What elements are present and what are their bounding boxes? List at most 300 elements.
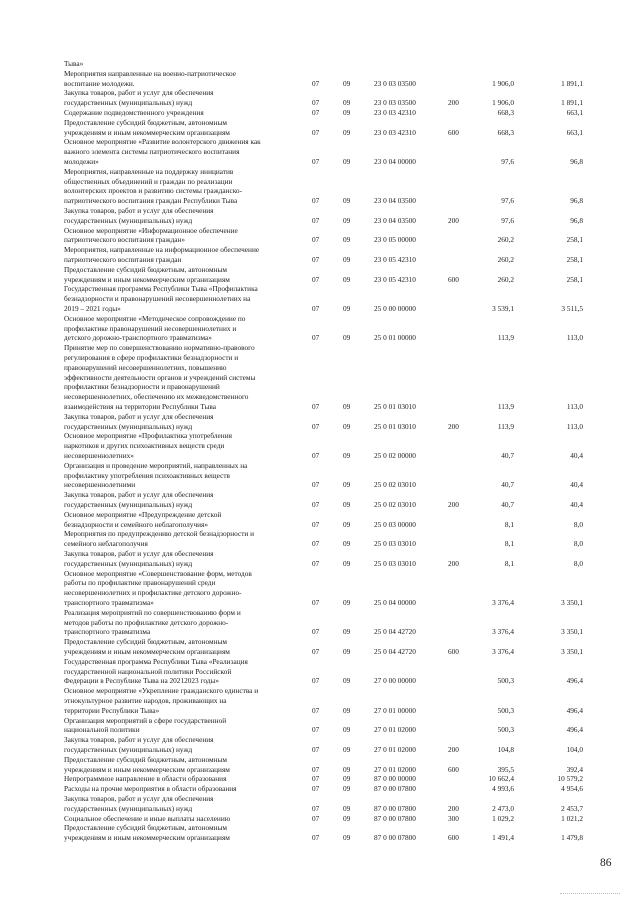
subsection-code: 09 <box>343 157 351 166</box>
row-description: этнокультурное развитие народов, проживающих на <box>64 696 227 705</box>
section-code: 07 <box>312 98 320 108</box>
row-description: Предоставление субсидий бюджетным, автономным <box>64 637 228 647</box>
row-description: транспортного травматизма» <box>64 598 154 607</box>
table-row <box>0 245 639 254</box>
target-article-code: 27 0 01 02000 <box>374 764 416 774</box>
expense-type-code: 200 <box>448 215 459 225</box>
target-article-code: 25 0 02 03010 <box>374 480 416 490</box>
section-code: 07 <box>312 784 320 794</box>
row-description: государственных (муниципальных) нужд <box>64 98 193 108</box>
table-row <box>0 79 639 88</box>
subsection-code: 09 <box>343 274 351 284</box>
row-description: Закупка товаров, работ и услуг для обеспечения <box>64 549 214 558</box>
row-description: Принятие мер по совершенствованию нормативно-правового <box>64 343 255 353</box>
table-row <box>0 755 639 764</box>
table-row <box>0 226 639 235</box>
target-article-code: 27 0 00 00000 <box>374 676 416 686</box>
target-article-code: 25 0 03 03010 <box>374 539 416 549</box>
target-article-code: 25 0 02 03010 <box>374 500 416 509</box>
amount-executed: 113,0 <box>566 402 583 411</box>
table-row <box>0 108 639 117</box>
subsection-code: 09 <box>343 255 351 264</box>
table-row <box>0 578 639 587</box>
subsection-code: 09 <box>343 803 351 813</box>
amount-planned: 8,1 <box>504 519 514 529</box>
amount-executed: 4 954,6 <box>561 784 583 794</box>
target-article-code: 27 0 01 00000 <box>374 705 416 715</box>
subsection-code: 09 <box>343 451 351 460</box>
expense-type-code: 200 <box>448 745 459 754</box>
section-code: 07 <box>312 274 320 284</box>
table-row <box>0 265 639 274</box>
table-row <box>0 314 639 323</box>
table-row <box>0 627 639 636</box>
row-description: Мероприятия, направленные на поддержку инициатив <box>64 166 234 176</box>
table-row <box>0 137 639 146</box>
expense-type-code: 600 <box>448 647 459 656</box>
section-code: 07 <box>312 421 320 431</box>
subsection-code: 09 <box>343 108 351 117</box>
table-row <box>0 206 639 215</box>
table-row <box>0 216 639 225</box>
subsection-code: 09 <box>343 539 351 549</box>
row-description: воспитание молодежи. <box>64 78 135 88</box>
amount-planned: 500,3 <box>497 725 514 735</box>
amount-planned: 1 906,0 <box>492 98 514 108</box>
amount-planned: 113,9 <box>497 402 514 411</box>
row-description: Тыва» <box>64 59 84 68</box>
amount-planned: 2 473,0 <box>492 803 514 813</box>
table-row <box>0 480 639 489</box>
subsection-code: 09 <box>343 627 351 637</box>
section-code: 07 <box>312 764 320 774</box>
table-row <box>0 128 639 137</box>
amount-executed: 3 350,1 <box>561 627 583 637</box>
subsection-code: 09 <box>343 98 351 108</box>
row-description: транспортного травматизма <box>64 627 151 637</box>
table-row <box>0 520 639 529</box>
table-row <box>0 745 639 754</box>
section-code: 07 <box>312 725 320 735</box>
row-description: государственной национальной политики Российской <box>64 666 232 676</box>
amount-planned: 3 376,4 <box>492 627 514 637</box>
table-row <box>0 500 639 509</box>
table-row <box>0 382 639 391</box>
table-row <box>0 784 639 793</box>
subsection-code: 09 <box>343 500 351 509</box>
section-code: 07 <box>312 500 320 509</box>
expense-type-code: 300 <box>448 813 459 823</box>
amount-planned: 260,2 <box>497 274 514 284</box>
amount-executed: 104,0 <box>566 745 583 754</box>
table-row <box>0 177 639 186</box>
amount-executed: 258,1 <box>566 235 583 245</box>
table-row <box>0 725 639 734</box>
table-row <box>0 510 639 519</box>
amount-executed: 96,8 <box>570 196 583 206</box>
amount-planned: 97,6 <box>501 196 514 206</box>
table-row <box>0 588 639 597</box>
row-description: Закупка товаров, работ и услуг для обеспечения <box>64 490 214 500</box>
subsection-code: 09 <box>343 215 351 225</box>
row-description: учреждениям и иным некоммерческим организациям <box>64 833 230 843</box>
amount-executed: 8,0 <box>573 519 583 529</box>
table-row <box>0 667 639 676</box>
expense-type-code: 200 <box>448 558 459 568</box>
amount-executed: 663,1 <box>566 108 583 117</box>
amount-planned: 8,1 <box>504 558 514 568</box>
table-row <box>0 490 639 499</box>
amount-planned: 3 376,4 <box>492 598 514 607</box>
table-row <box>0 814 639 823</box>
table-row <box>0 186 639 195</box>
target-article-code: 25 0 04 42720 <box>374 627 416 637</box>
amount-executed: 392,4 <box>566 764 583 774</box>
subsection-code: 09 <box>343 833 351 843</box>
target-article-code: 23 0 03 42310 <box>374 108 416 117</box>
amount-executed: 8,0 <box>573 558 583 568</box>
amount-executed: 258,1 <box>566 255 583 264</box>
amount-planned: 1 906,0 <box>492 78 514 88</box>
table-row <box>0 98 639 107</box>
table-row <box>0 569 639 578</box>
subsection-code: 09 <box>343 558 351 568</box>
row-description: несовершеннолетними <box>64 480 136 490</box>
amount-planned: 40,7 <box>501 480 514 490</box>
row-description: Закупка товаров, работ и услуг для обеспечения <box>64 206 214 215</box>
table-row <box>0 118 639 127</box>
table-row <box>0 657 639 666</box>
row-description: безнадзорности и семейного неблагополучия» <box>64 519 209 529</box>
target-article-code: 25 0 04 42720 <box>374 647 416 656</box>
amount-planned: 4 993,6 <box>492 784 514 794</box>
target-article-code: 23 0 03 42310 <box>374 127 416 137</box>
section-code: 07 <box>312 705 320 715</box>
table-row <box>0 294 639 303</box>
table-row <box>0 157 639 166</box>
amount-executed: 3 350,1 <box>561 647 583 656</box>
scan-edge-mark <box>560 893 620 895</box>
section-code: 07 <box>312 803 320 813</box>
table-row <box>0 324 639 333</box>
table-row <box>0 539 639 548</box>
target-article-code: 25 0 03 00000 <box>374 519 416 529</box>
section-code: 07 <box>312 745 320 754</box>
target-article-code: 25 0 04 00000 <box>374 598 416 607</box>
table-row <box>0 471 639 480</box>
subsection-code: 09 <box>343 784 351 794</box>
table-row <box>0 69 639 78</box>
section-code: 07 <box>312 255 320 264</box>
row-description: Основное мероприятие «Совершенствование форм, методов <box>64 568 252 578</box>
row-description: работы по профилактике правонарушений среди <box>64 578 216 588</box>
table-row <box>0 147 639 156</box>
table-row <box>0 618 639 627</box>
table-row <box>0 431 639 440</box>
section-code: 07 <box>312 539 320 549</box>
table-row <box>0 549 639 558</box>
amount-executed: 2 453,7 <box>561 803 583 813</box>
row-description: молодежи» <box>64 157 99 166</box>
row-description: правонарушений несовершеннолетних, повышению <box>64 362 227 372</box>
amount-executed: 663,1 <box>566 127 583 137</box>
row-description: патриотического воспитания граждан <box>64 255 182 264</box>
section-code: 07 <box>312 402 320 411</box>
section-code: 07 <box>312 598 320 607</box>
table-row <box>0 412 639 421</box>
expense-type-code: 600 <box>448 833 459 843</box>
row-description: профилактику употребления психоактивных веществ <box>64 470 230 480</box>
amount-executed: 3 511,5 <box>561 304 583 313</box>
target-article-code: 23 0 03 03500 <box>374 98 416 108</box>
section-code: 07 <box>312 833 320 843</box>
subsection-code: 09 <box>343 421 351 431</box>
subsection-code: 09 <box>343 647 351 656</box>
table-row <box>0 333 639 342</box>
section-code: 07 <box>312 519 320 529</box>
table-row <box>0 88 639 97</box>
amount-planned: 500,3 <box>497 676 514 686</box>
table-row <box>0 353 639 362</box>
amount-planned: 260,2 <box>497 255 514 264</box>
subsection-code: 09 <box>343 598 351 607</box>
target-article-code: 23 0 05 42310 <box>374 255 416 264</box>
row-description: патриотического воспитания граждан Республики Тыва <box>64 196 238 206</box>
subsection-code: 09 <box>343 480 351 490</box>
table-row <box>0 441 639 450</box>
row-description: Основное мероприятие «Профилактика употребления <box>64 431 232 441</box>
section-code: 07 <box>312 647 320 656</box>
row-description: Закупка товаров, работ и услуг для обеспечения <box>64 411 214 421</box>
table-row <box>0 275 639 284</box>
row-description: Предоставление субсидий бюджетным, автономным <box>64 264 228 274</box>
row-description: Непрограммное направление в области образования <box>64 774 227 784</box>
table-row <box>0 833 639 842</box>
amount-executed: 96,8 <box>570 215 583 225</box>
subsection-code: 09 <box>343 676 351 686</box>
row-description: учреждениям и иным некоммерческим организациям <box>64 274 230 284</box>
amount-executed: 40,4 <box>570 480 583 490</box>
subsection-code: 09 <box>343 127 351 137</box>
row-description: несовершеннолетних, обеспечению их межведомственного <box>64 392 249 402</box>
row-description: государственных (муниципальных) нужд <box>64 558 193 568</box>
section-code: 07 <box>312 196 320 206</box>
section-code: 07 <box>312 813 320 823</box>
row-description: Основное мероприятие «Информационное обеспечение <box>64 225 238 235</box>
row-description: методов работы по профилактике детского дорожно- <box>64 617 229 627</box>
amount-planned: 668,3 <box>497 127 514 137</box>
table-row <box>0 343 639 352</box>
amount-planned: 1 029,2 <box>492 813 514 823</box>
row-description: Основное мероприятие «Развитие волонтерского движения как <box>64 137 261 147</box>
table-row <box>0 765 639 774</box>
expense-type-code: 200 <box>448 500 459 509</box>
section-code: 07 <box>312 78 320 88</box>
row-description: Социальное обеспечение и иные выплаты населению <box>64 813 231 823</box>
amount-planned: 40,7 <box>501 451 514 460</box>
row-description: Мероприятия, направленные на информационное обеспечение <box>64 245 260 255</box>
row-description: Государственная программа Республики Тыва «Реализация <box>64 656 248 666</box>
row-description: наркотиков и других психоактивных веществ среди <box>64 441 225 451</box>
row-description: национальной политики <box>64 725 140 735</box>
target-article-code: 25 0 01 00000 <box>374 333 416 343</box>
amount-executed: 1 021,2 <box>561 813 583 823</box>
amount-executed: 496,4 <box>566 676 583 686</box>
section-code: 07 <box>312 676 320 686</box>
amount-planned: 113,9 <box>497 333 514 343</box>
expense-type-code: 200 <box>448 98 459 108</box>
table-row <box>0 461 639 470</box>
table-row <box>0 392 639 401</box>
table-row <box>0 706 639 715</box>
table-row <box>0 804 639 813</box>
section-code: 07 <box>312 215 320 225</box>
row-description: Предоставление субсидий бюджетным, автономным <box>64 754 228 764</box>
row-description: государственных (муниципальных) нужд <box>64 215 193 225</box>
row-description: учреждениям и иным некоммерческим организациям <box>64 764 230 774</box>
subsection-code: 09 <box>343 304 351 313</box>
table-row <box>0 196 639 205</box>
amount-planned: 395,5 <box>497 764 514 774</box>
row-description: Содержание подведомственного учреждения <box>64 108 204 117</box>
row-description: Государственная программа Республики Тыва «Профилактика <box>64 284 258 294</box>
page-number: 86 <box>600 857 612 869</box>
table-row <box>0 598 639 607</box>
target-article-code: 23 0 05 00000 <box>374 235 416 245</box>
target-article-code: 87 0 00 07800 <box>374 813 416 823</box>
table-row <box>0 304 639 313</box>
target-article-code: 25 0 03 03010 <box>374 558 416 568</box>
target-article-code: 87 0 00 07800 <box>374 803 416 813</box>
table-row <box>0 637 639 646</box>
amount-executed: 113,0 <box>566 421 583 431</box>
target-article-code: 25 0 00 00000 <box>374 304 416 313</box>
amount-executed: 1 891,1 <box>561 98 583 108</box>
amount-planned: 97,6 <box>501 157 514 166</box>
section-code: 07 <box>312 333 320 343</box>
section-code: 07 <box>312 558 320 568</box>
target-article-code: 25 0 01 03010 <box>374 402 416 411</box>
amount-planned: 97,6 <box>501 215 514 225</box>
row-description: Федерации в Республике Тыва на 20212023 годы» <box>64 676 220 686</box>
expense-type-code: 600 <box>448 274 459 284</box>
section-code: 07 <box>312 480 320 490</box>
row-description: государственных (муниципальных) нужд <box>64 421 193 431</box>
table-row <box>0 608 639 617</box>
amount-executed: 496,4 <box>566 705 583 715</box>
row-description: волонтерских проектов и развитию системы гражданско- <box>64 186 243 196</box>
table-row <box>0 647 639 656</box>
amount-executed: 496,4 <box>566 725 583 735</box>
row-description: общественных объединений и граждан по реализации <box>64 176 233 186</box>
table-row <box>0 402 639 411</box>
subsection-code: 09 <box>343 78 351 88</box>
amount-planned: 3 376,4 <box>492 647 514 656</box>
section-code: 07 <box>312 235 320 245</box>
row-description: несовершеннолетних и профилактике детского дорожно- <box>64 588 242 598</box>
row-description: государственных (муниципальных) нужд <box>64 500 193 509</box>
expense-type-code: 200 <box>448 421 459 431</box>
section-code: 07 <box>312 127 320 137</box>
amount-planned: 10 662,4 <box>488 774 514 784</box>
subsection-code: 09 <box>343 705 351 715</box>
row-description: Закупка товаров, работ и услуг для обеспечения <box>64 88 214 98</box>
table-row <box>0 284 639 293</box>
table-row <box>0 422 639 431</box>
row-description: семейного неблагополучия <box>64 539 148 549</box>
amount-planned: 113,9 <box>497 421 514 431</box>
table-row <box>0 451 639 460</box>
target-article-code: 23 0 05 42310 <box>374 274 416 284</box>
target-article-code: 23 0 04 03500 <box>374 196 416 206</box>
section-code: 07 <box>312 304 320 313</box>
row-description: Основное мероприятие «Укрепление гражданского единства и <box>64 686 259 696</box>
row-description: 2019 – 2021 годы» <box>64 304 121 313</box>
target-article-code: 25 0 02 00000 <box>374 451 416 460</box>
target-article-code: 23 0 03 03500 <box>374 78 416 88</box>
table-row <box>0 676 639 685</box>
section-code: 07 <box>312 108 320 117</box>
subsection-code: 09 <box>343 774 351 784</box>
amount-executed: 40,4 <box>570 500 583 509</box>
expense-type-code: 200 <box>448 803 459 813</box>
target-article-code: 27 0 01 02000 <box>374 725 416 735</box>
row-description: эффективности деятельности органов и учреждений системы <box>64 372 256 382</box>
table-row <box>0 559 639 568</box>
table-row <box>0 735 639 744</box>
amount-executed: 3 350,1 <box>561 598 583 607</box>
table-row <box>0 255 639 264</box>
row-description: безнадзорности и правонарушений несовершеннолетних на <box>64 294 251 304</box>
subsection-code: 09 <box>343 519 351 529</box>
subsection-code: 09 <box>343 725 351 735</box>
amount-executed: 1 891,1 <box>561 78 583 88</box>
row-description: Организация и проведение мероприятий, направленных на <box>64 460 248 470</box>
target-article-code: 23 0 04 00000 <box>374 157 416 166</box>
row-description: несовершеннолетних» <box>64 451 134 460</box>
row-description: регулирования в сфере профилактики безнадзорности и <box>64 353 239 362</box>
table-row <box>0 774 639 783</box>
row-description: Основное мероприятие «Методическое сопровождение по <box>64 313 246 323</box>
amount-executed: 10 579,2 <box>557 774 583 784</box>
subsection-code: 09 <box>343 333 351 343</box>
section-code: 07 <box>312 451 320 460</box>
subsection-code: 09 <box>343 402 351 411</box>
row-description: Основное мероприятие «Предупреждение детской <box>64 509 222 519</box>
row-description: Закупка товаров, работ и услуг для обеспечения <box>64 735 214 745</box>
row-description: государственных (муниципальных) нужд <box>64 745 193 754</box>
table-row <box>0 363 639 372</box>
row-description: важного элемента системы патриотического воспитания <box>64 147 240 157</box>
table-row <box>0 716 639 725</box>
target-article-code: 87 0 00 07800 <box>374 833 416 843</box>
row-description: Организация мероприятий в сфере государственной <box>64 715 227 725</box>
table-row <box>0 59 639 68</box>
row-description: Мероприятия направленные на военно-патриотическое <box>64 68 237 78</box>
amount-planned: 40,7 <box>501 500 514 509</box>
row-description: учреждениям и иным некоммерческим организациям <box>64 127 230 137</box>
subsection-code: 09 <box>343 235 351 245</box>
row-description: государственных (муниципальных) нужд <box>64 803 193 813</box>
table-row <box>0 235 639 244</box>
target-article-code: 87 0 00 07800 <box>374 784 416 794</box>
subsection-code: 09 <box>343 764 351 774</box>
target-article-code: 23 0 04 03500 <box>374 215 416 225</box>
amount-planned: 8,1 <box>504 539 514 549</box>
amount-planned: 3 539,1 <box>492 304 514 313</box>
amount-planned: 260,2 <box>497 235 514 245</box>
row-description: профилактики безнадзорности и правонарушений <box>64 382 220 392</box>
